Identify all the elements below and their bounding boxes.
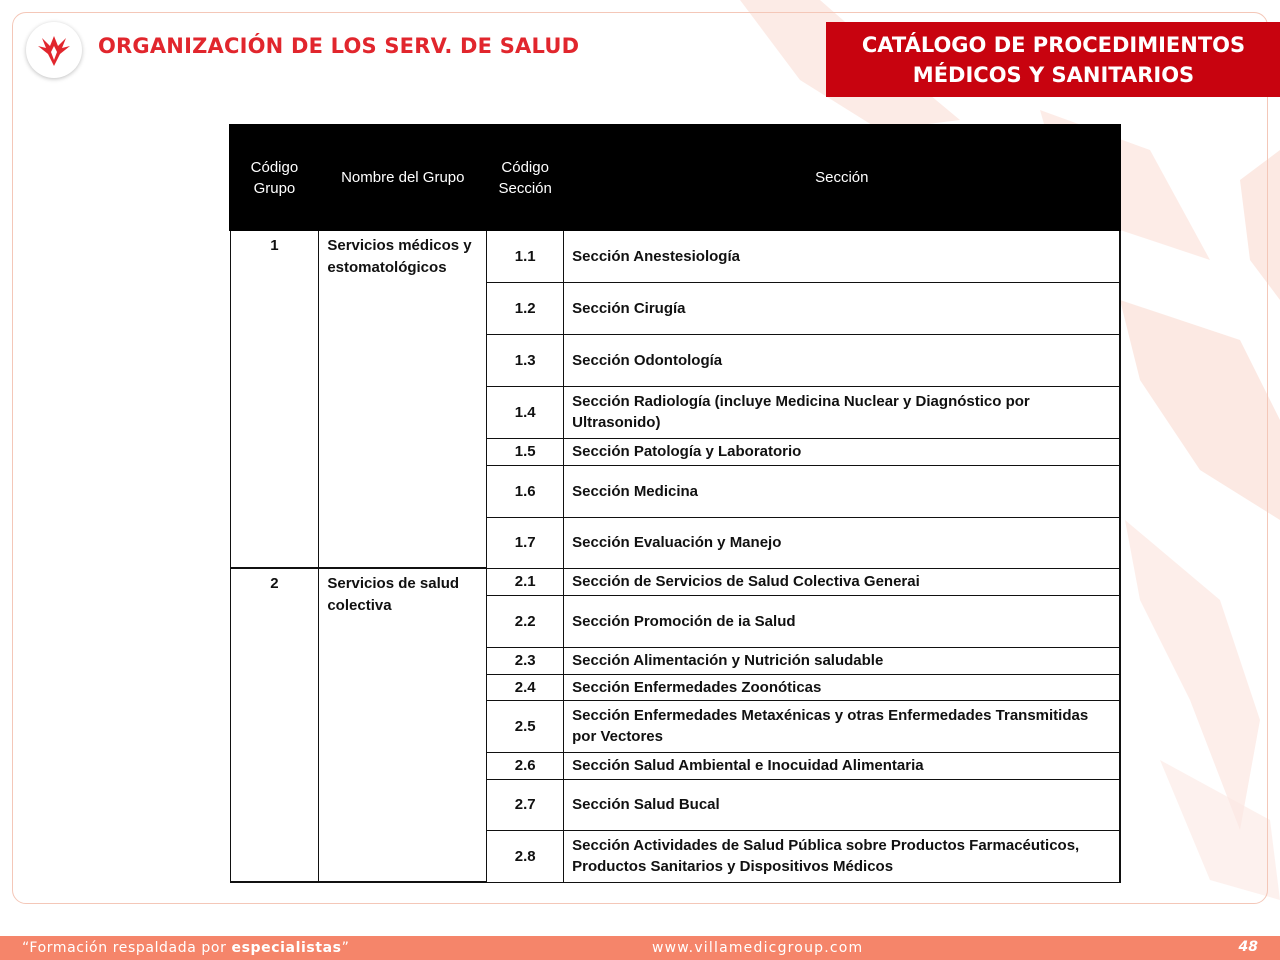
section-code: 1.4 bbox=[487, 386, 564, 438]
section-code: 2.1 bbox=[487, 568, 564, 595]
header-codigo-seccion: Código Sección bbox=[487, 125, 564, 230]
section-name: Sección de Servicios de Salud Colectiva Generai bbox=[564, 568, 1120, 595]
section-name: Sección Salud Bucal bbox=[564, 779, 1120, 830]
catalog-banner-line1: CATÁLOGO DE PROCEDIMIENTOS bbox=[861, 32, 1246, 57]
catalog-banner bbox=[826, 22, 1280, 97]
footer-website: www.villamedicgroup.com bbox=[652, 940, 864, 956]
section-code: 1.2 bbox=[487, 282, 564, 334]
footer-slogan: “Formación respaldada por especialistas” bbox=[22, 940, 350, 956]
section-code: 2.5 bbox=[487, 700, 564, 752]
section-name: Sección Enfermedades Metaxénicas y otras Enfermedades Transmitidas por Vectores bbox=[564, 700, 1120, 752]
section-name: Sección Enfermedades Zoonóticas bbox=[564, 674, 1120, 700]
section-code: 2.8 bbox=[487, 830, 564, 882]
table-header-row bbox=[230, 125, 1120, 230]
table-row bbox=[230, 230, 1120, 282]
section-code: 1.5 bbox=[487, 438, 564, 465]
page-title: ORGANIZACIÓN DE LOS SERV. DE SALUD bbox=[98, 34, 580, 58]
group-code: 2 bbox=[230, 568, 319, 882]
section-name: Sección Salud Ambiental e Inocuidad Alimentaria bbox=[564, 752, 1120, 779]
section-name: Sección Medicina bbox=[564, 465, 1120, 517]
section-code: 1.1 bbox=[487, 230, 564, 282]
footer-bar bbox=[0, 936, 1280, 960]
section-code: 2.2 bbox=[487, 595, 564, 647]
section-code: 1.7 bbox=[487, 517, 564, 568]
phoenix-logo-icon bbox=[34, 30, 74, 70]
header-nombre-grupo: Nombre del Grupo bbox=[319, 125, 487, 230]
section-name: Sección Radiología (incluye Medicina Nuclear y Diagnóstico por Ultrasonido) bbox=[564, 386, 1120, 438]
table-row bbox=[230, 568, 1120, 595]
group-name: Servicios de salud colectiva bbox=[319, 568, 487, 882]
section-code: 1.6 bbox=[487, 465, 564, 517]
group-code: 1 bbox=[230, 230, 319, 568]
section-name: Sección Patología y Laboratorio bbox=[564, 438, 1120, 465]
brand-logo bbox=[26, 22, 82, 78]
section-code: 2.4 bbox=[487, 674, 564, 700]
catalog-banner-line2: MÉDICOS Y SANITARIOS bbox=[912, 62, 1195, 87]
section-name: Sección Evaluación y Manejo bbox=[564, 517, 1120, 568]
section-name: Sección Cirugía bbox=[564, 282, 1120, 334]
header-seccion: Sección bbox=[564, 125, 1120, 230]
group-name: Servicios médicos y estomatológicos bbox=[319, 230, 487, 568]
section-code: 2.6 bbox=[487, 752, 564, 779]
section-name: Sección Promoción de ia Salud bbox=[564, 595, 1120, 647]
section-name: Sección Anestesiología bbox=[564, 230, 1120, 282]
page-number: 48 bbox=[1238, 939, 1258, 955]
section-name: Sección Odontología bbox=[564, 334, 1120, 386]
section-name: Sección Actividades de Salud Pública sobre Productos Farmacéuticos, Productos Sanitarios y Dispositivos Médicos bbox=[564, 830, 1120, 882]
section-name: Sección Alimentación y Nutrición saludable bbox=[564, 647, 1120, 674]
section-code: 2.7 bbox=[487, 779, 564, 830]
header-codigo-grupo: Código Grupo bbox=[230, 125, 319, 230]
section-code: 1.3 bbox=[487, 334, 564, 386]
section-code: 2.3 bbox=[487, 647, 564, 674]
procedures-table bbox=[229, 124, 1121, 883]
